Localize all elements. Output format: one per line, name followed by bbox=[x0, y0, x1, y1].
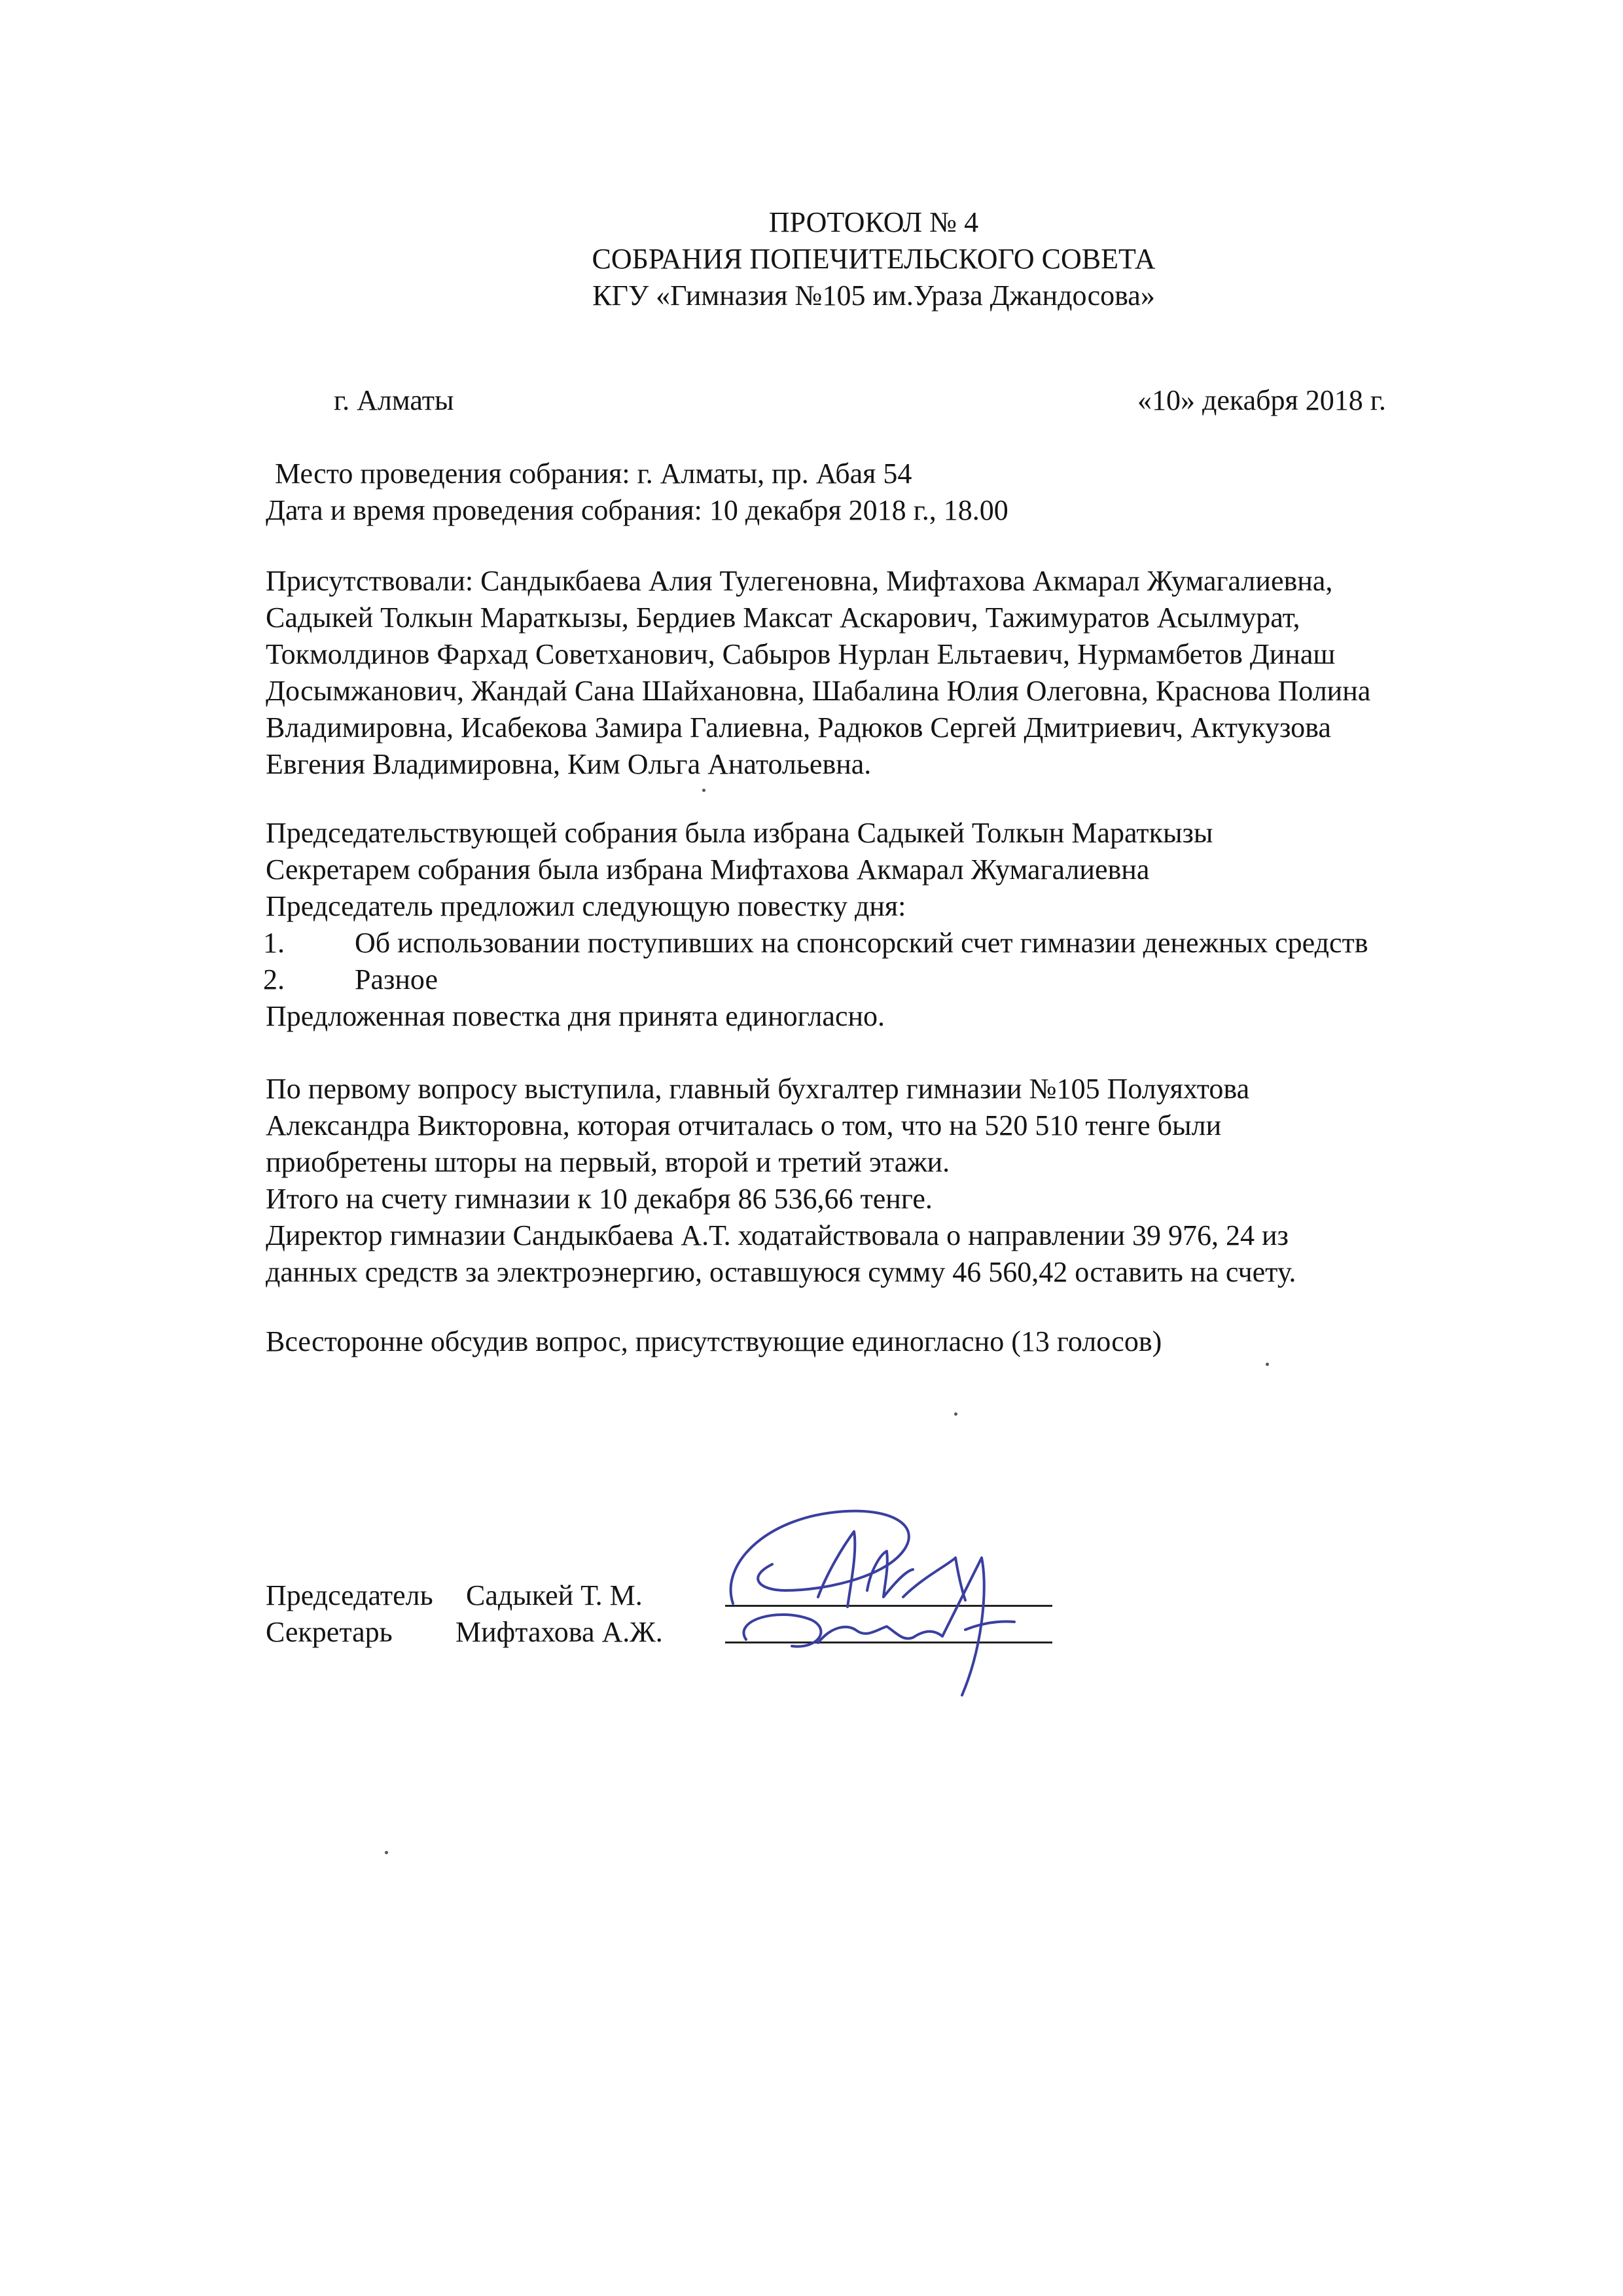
signature-stroke bbox=[965, 1622, 1014, 1630]
agenda-item-text: Разное bbox=[355, 963, 438, 996]
title-line-organization: КГУ «Гимназия №105 им.Ураза Джандосова» bbox=[592, 279, 1155, 312]
city: г. Алматы bbox=[334, 384, 454, 416]
signature-stroke bbox=[818, 1532, 855, 1607]
agenda-item bbox=[263, 961, 1213, 998]
meeting-datetime: Дата и время проведения собрания: 10 декабря 2018 г., 18.00 bbox=[266, 494, 1008, 526]
attendees-line: Присутствовали: Сандыкбаева Алия Тулегеновна, Мифтахова Акмарал Жумагалиевна, bbox=[266, 565, 1333, 597]
document-title bbox=[0, 204, 1623, 314]
secretary-name: Мифтахова А.Ж. bbox=[455, 1616, 663, 1648]
attendees-line: Токмолдинов Фархад Советханович, Сабыров Нурлан Ельтаевич, Нурмамбетов Динаш bbox=[266, 638, 1336, 670]
scan-speck bbox=[954, 1412, 957, 1416]
document-date: «10» декабря 2018 г. bbox=[1137, 384, 1386, 416]
scan-speck bbox=[385, 1851, 388, 1854]
secretary-role: Секретарь bbox=[266, 1616, 393, 1648]
scan-speck bbox=[702, 789, 705, 792]
resolution-text: Всесторонне обсудив вопрос, присутствующие единогласно (13 голосов) bbox=[266, 1325, 1162, 1357]
chair-role: Председатель bbox=[266, 1579, 433, 1611]
discussion-line: данных средств за электроэнергию, оставшуюся сумму 46 560,42 оставить на счету. bbox=[266, 1256, 1296, 1288]
attendees-line: Владимировна, Исабекова Замира Галиевна, Радюков Сергей Дмитриевич, Актукузова bbox=[266, 711, 1331, 744]
agenda-item-number: 2. bbox=[263, 963, 285, 996]
handwritten-signature bbox=[707, 1492, 1073, 1708]
attendees-line: Евгения Владимировна, Ким Ольга Анатольевна. bbox=[266, 748, 872, 780]
signature-stroke bbox=[903, 1558, 965, 1600]
discussion-line: приобретены шторы на первый, второй и третий этажи. bbox=[266, 1146, 950, 1178]
title-line-protocol: ПРОТОКОЛ № 4 bbox=[768, 206, 979, 238]
title-line-meeting: СОБРАНИЯ ПОПЕЧИТЕЛЬСКОГО СОВЕТА bbox=[592, 243, 1156, 275]
discussion-line: Директор гимназии Сандыкбаева А.Т. ходатайствовала о направлении 39 976, 24 из bbox=[266, 1219, 1289, 1251]
attendees-line: Досымжанович, Жандай Сана Шайхановна, Шабалина Юлия Олеговна, Краснова Полина bbox=[266, 675, 1371, 707]
attendees-paragraph bbox=[266, 563, 1503, 783]
discussion-line: Александра Викторовна, которая отчиталась о том, что на 520 510 тенге были bbox=[266, 1109, 1222, 1141]
scan-speck bbox=[1266, 1363, 1269, 1366]
meeting-place: Место проведения собрания: г. Алматы, пр. Абая 54 bbox=[275, 457, 912, 490]
agenda-item-text: Об использовании поступивших на спонсорский счет гимназии денежных средств bbox=[355, 927, 1368, 959]
signature-stroke bbox=[818, 1626, 942, 1643]
chair-and-agenda bbox=[263, 815, 1368, 1035]
agenda-item bbox=[263, 925, 1368, 961]
chair-line: Председательствующей собрания была избрана Садыкей Толкын Мараткызы bbox=[266, 817, 1213, 849]
discussion-line: По первому вопросу выступила, главный бухгалтер гимназии №105 Полуяхтова bbox=[266, 1073, 1250, 1105]
signature-stroke bbox=[867, 1551, 913, 1597]
discussion-line: Итого на счету гимназии к 10 декабря 86 536,66 тенге. bbox=[266, 1183, 933, 1215]
secretary-line: Секретарем собрания была избрана Мифтахова Акмарал Жумагалиевна bbox=[266, 853, 1150, 886]
agenda-intro: Председатель предложил следующую повестку дня: bbox=[266, 890, 906, 922]
agenda-accepted: Предложенная повестка дня принята единогласно. bbox=[266, 1000, 885, 1032]
discussion-paragraph bbox=[266, 1071, 1296, 1291]
signature-stroke bbox=[743, 1615, 821, 1647]
attendees-line: Садыкей Толкын Мараткызы, Бердиев Максат Аскарович, Тажимуратов Асылмурат, bbox=[266, 601, 1300, 634]
chair-name: Садыкей Т. М. bbox=[466, 1579, 643, 1611]
agenda-item-number: 1. bbox=[263, 927, 285, 959]
